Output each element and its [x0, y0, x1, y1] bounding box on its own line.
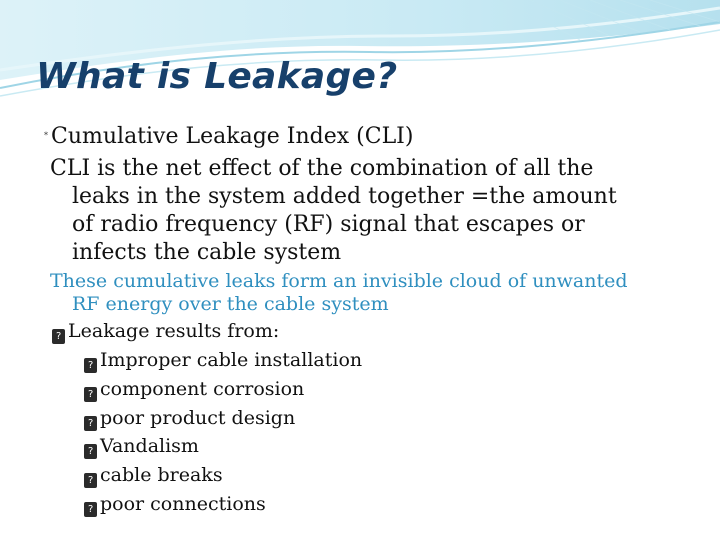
missing-glyph-icon: ?	[84, 387, 97, 402]
definition-line-4: infects the cable system	[72, 240, 342, 265]
list-item-text: component corrosion	[100, 378, 305, 400]
note-line-1: These cumulative leaks form an invisible cloud of unwanted	[50, 270, 628, 292]
definition-line-1: CLI is the net effect of the combination of all the	[50, 156, 594, 181]
list-item	[84, 407, 295, 431]
bullet-heading	[44, 124, 413, 149]
definition-line-3: of radio frequency (RF) signal that escapes or	[72, 212, 585, 237]
list-item-text: poor product design	[100, 407, 296, 429]
list-item-text: poor connections	[100, 493, 266, 515]
list-item	[84, 464, 223, 488]
list-item	[84, 349, 362, 373]
missing-glyph-icon: ?	[52, 329, 65, 344]
missing-glyph-icon: ?	[84, 473, 97, 488]
list-item	[84, 378, 304, 402]
list-item-text: cable breaks	[100, 464, 223, 486]
list-item-text: Vandalism	[100, 435, 199, 457]
slide-title: What is Leakage?	[36, 56, 398, 97]
note-line-2: RF energy over the cable system	[72, 293, 389, 315]
heading-text: Cumulative Leakage Index (CLI)	[51, 124, 414, 149]
missing-glyph-icon: ?	[84, 444, 97, 459]
results-heading-text: Leakage results from:	[68, 320, 280, 342]
missing-glyph-icon: ?	[84, 358, 97, 373]
definition-line-2: leaks in the system added together =the amount	[72, 184, 617, 209]
missing-glyph-icon: ?	[84, 416, 97, 431]
results-heading	[52, 320, 279, 344]
list-item-text: Improper cable installation	[100, 349, 363, 371]
list-item	[84, 493, 266, 517]
small-bullet-icon: *	[44, 131, 48, 140]
missing-glyph-icon: ?	[84, 502, 97, 517]
list-item	[84, 435, 199, 459]
